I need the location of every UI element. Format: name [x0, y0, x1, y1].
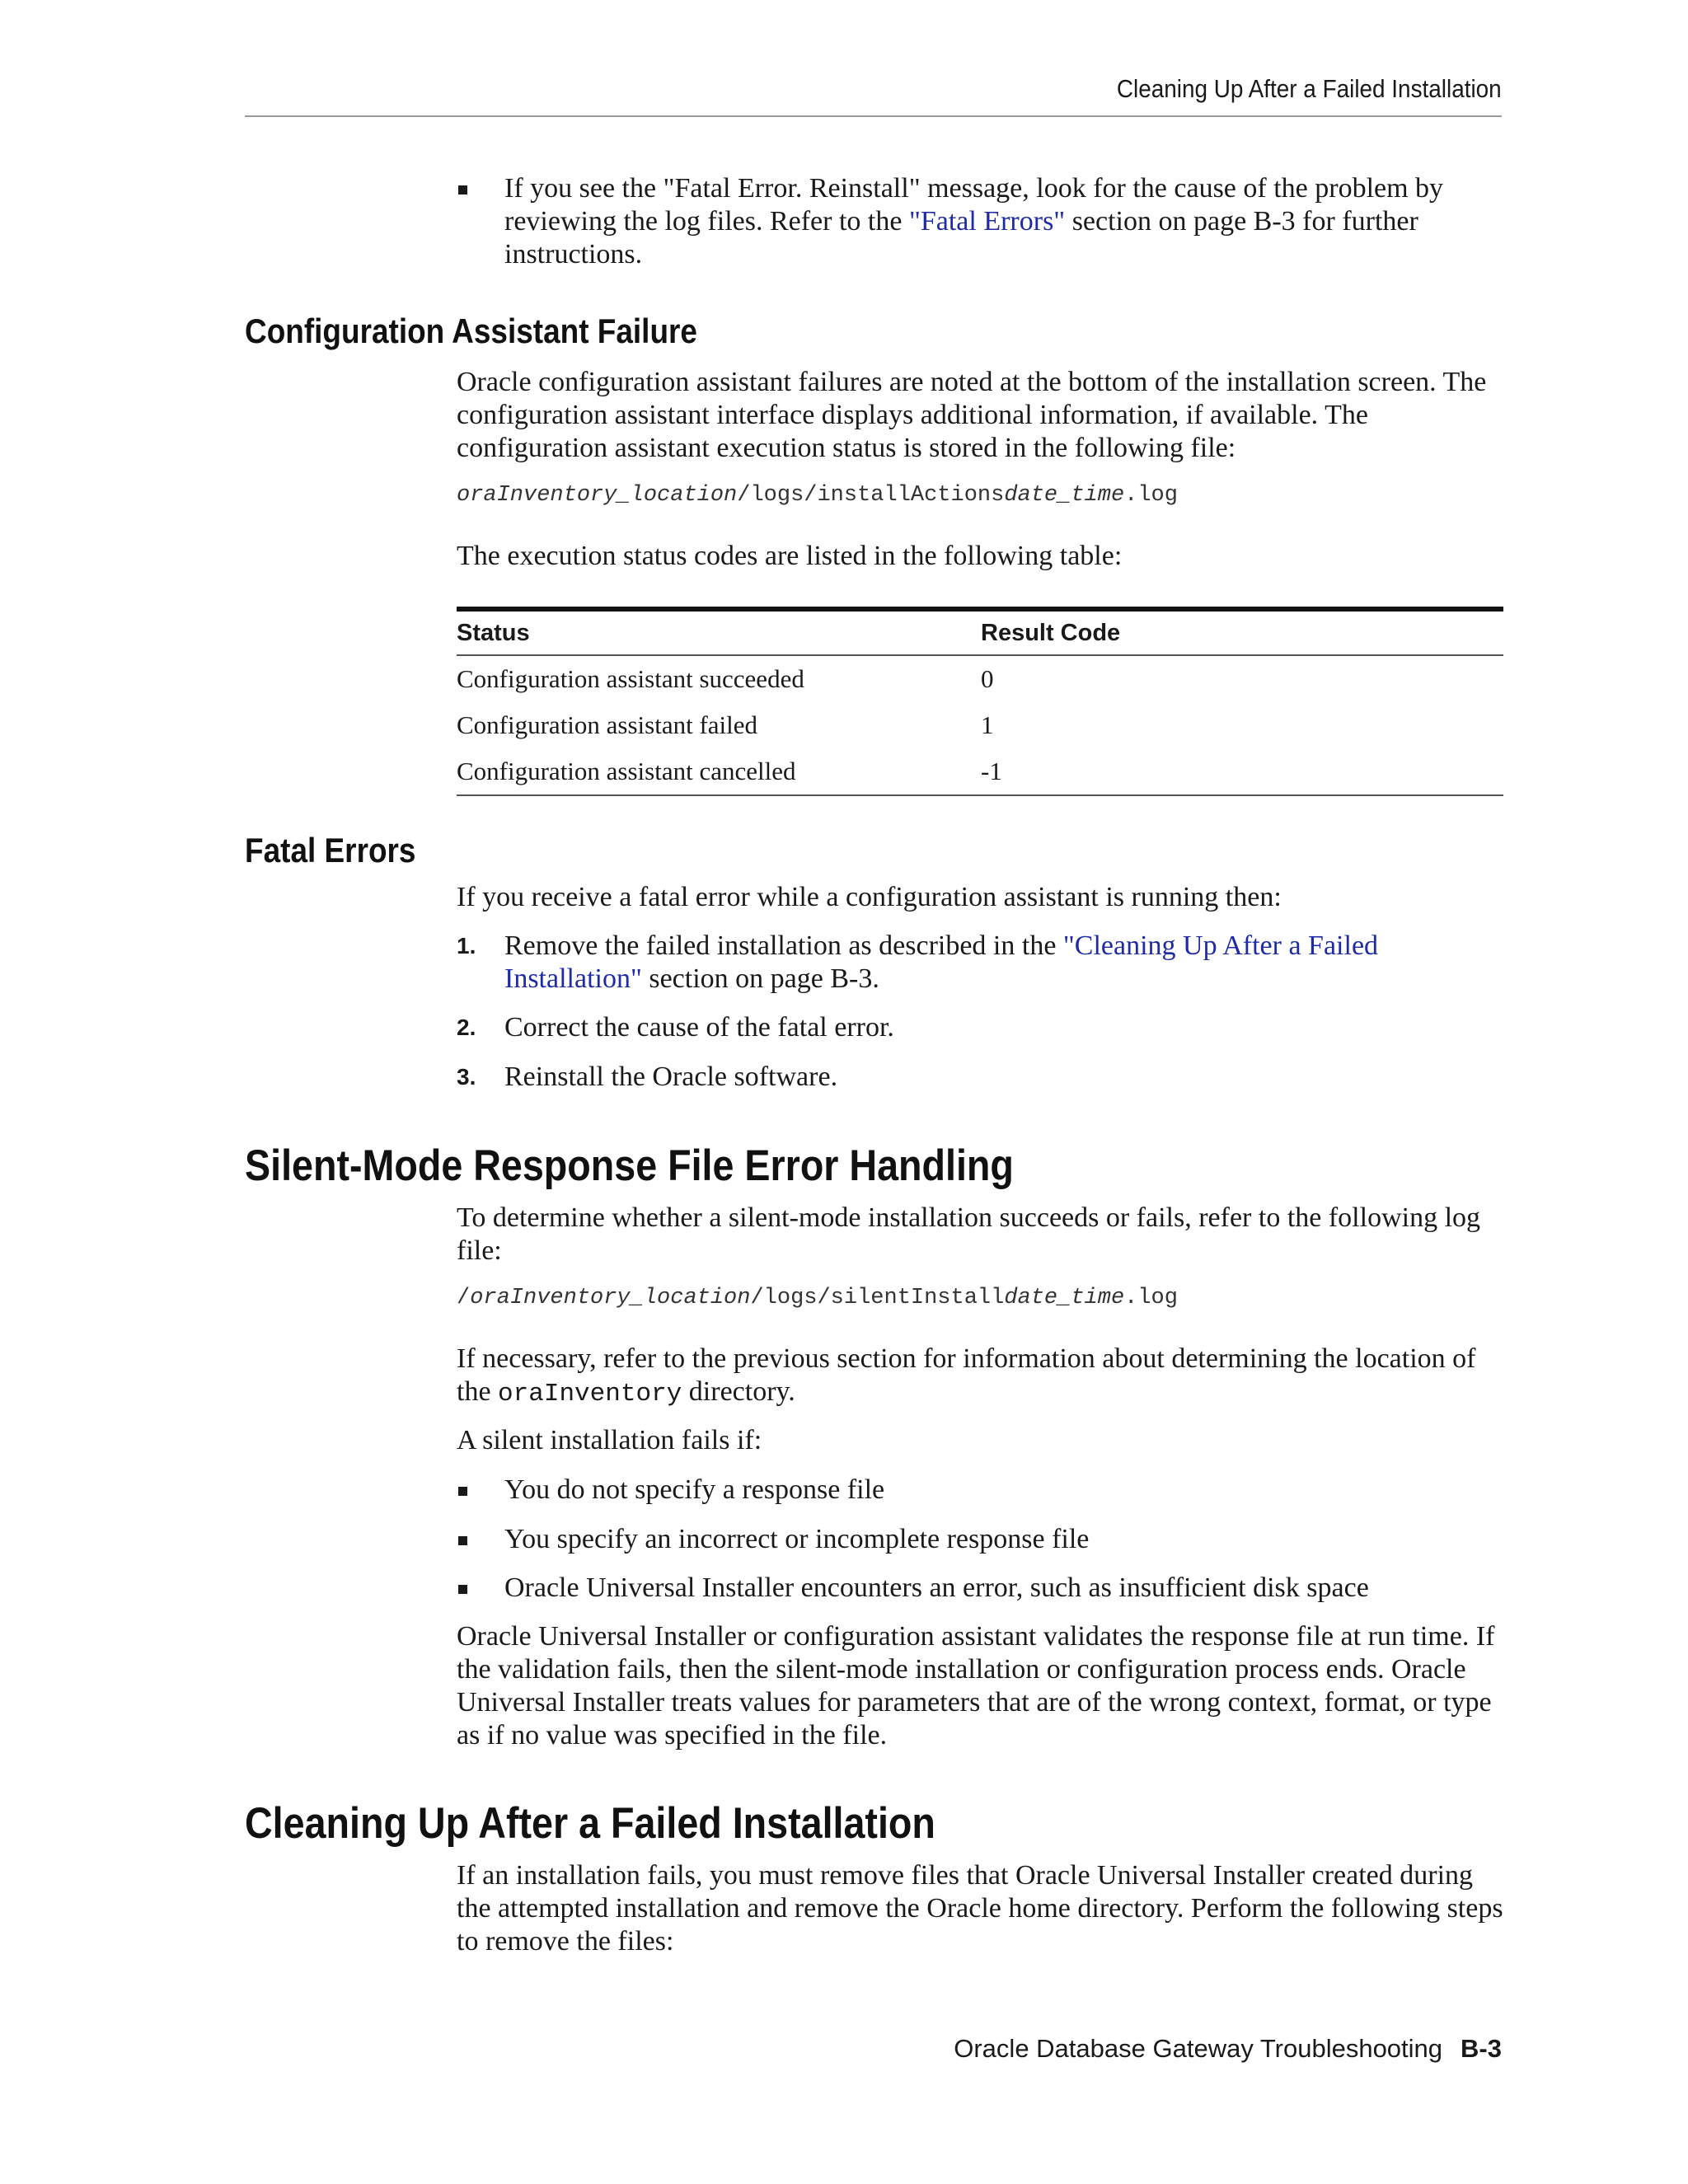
path-variable-inventory: oraInventory_location — [470, 1286, 751, 1310]
path-variable-datetime: date_time — [1004, 483, 1125, 508]
bullet-marker — [458, 1487, 467, 1496]
list-item: Oracle Universal Installer encounters an error, such as insufficient disk space — [504, 1572, 1369, 1603]
column-header-status: Status — [457, 609, 981, 655]
step-text: Reinstall the Oracle software. — [504, 1062, 838, 1092]
step-number: 2. — [457, 1015, 476, 1040]
step-number: 3. — [457, 1064, 476, 1090]
cleanup-paragraph: If an installation fails, you must remove files that Oracle Universal Installer created during the attempted installation and remove the Oracle home directory. Perform the following steps to remove the files: — [457, 1860, 1503, 1957]
path-extension: .log — [1124, 483, 1178, 508]
list-item: You specify an incorrect or incomplete response file — [504, 1524, 1090, 1554]
status-codes-table — [457, 607, 1503, 796]
table-cell-code: 0 — [981, 664, 994, 693]
list-item: You do not specify a response file — [504, 1474, 885, 1505]
silent-mode-paragraph: To determine whether a silent-mode installation succeeds or fails, refer to the following log file: — [457, 1202, 1481, 1266]
silent-failure-intro: A silent installation fails if: — [457, 1425, 762, 1455]
cleaning-up-link[interactable]: "Cleaning Up After a Failed Installation" — [504, 930, 1379, 994]
step-text — [504, 930, 1503, 996]
fatal-errors-intro: If you receive a fatal error while a configuration assistant is running then: — [457, 882, 1282, 912]
table-cell-status: Configuration assistant cancelled — [457, 748, 981, 795]
step-number: 1. — [457, 933, 476, 958]
table-cell-status: Configuration assistant succeeded — [457, 664, 804, 693]
table-row — [457, 702, 1503, 748]
config-failure-paragraph: Oracle configuration assistant failures are noted at the bottom of the installation screen. The configuration assistant interface displays additional information, if available. The configuration assistant execution status is stored in the following file: — [457, 367, 1487, 463]
paragraph-text: If necessary, refer to the previous section for information about determining the location of the — [457, 1343, 1476, 1407]
paragraph-text: directory. — [682, 1376, 795, 1407]
intro-bullet-pre: If you see the "Fatal Error. Reinstall" message, look for the cause of the problem by reviewing the log files. Refer to the — [504, 173, 1444, 237]
running-header — [245, 74, 1502, 117]
running-footer — [954, 2034, 1502, 2064]
path-variable-inventory: oraInventory_location — [457, 483, 738, 508]
intro-bullet-text — [504, 172, 1503, 271]
table-header-row — [457, 609, 1503, 655]
bullet-marker — [458, 1536, 467, 1545]
path-variable-datetime: date_time — [1004, 1286, 1125, 1310]
validation-paragraph: Oracle Universal Installer or configuration assistant validates the response file at run time. If the validation fails, then the silent-mode installation or configuration process ends. Oracle Universal Installer treats values for parameters that are of the wrong context, format, or type as if no value was specified in the file. — [457, 1621, 1495, 1750]
heading-silent-mode-error-handling: Silent-Mode Response File Error Handling — [245, 1141, 1014, 1190]
path-segment: /logs/silentInstall — [750, 1286, 1005, 1310]
step-text-pre: Remove the failed installation as described in the — [504, 930, 1063, 961]
heading-cleaning-up: Cleaning Up After a Failed Installation — [245, 1799, 935, 1848]
table-cell-code: 1 — [981, 710, 994, 739]
heading-fatal-errors: Fatal Errors — [245, 831, 416, 869]
inventory-location-paragraph — [457, 1343, 1503, 1411]
step-text-post: section on page B-3. — [641, 963, 879, 994]
path-extension: .log — [1124, 1286, 1178, 1310]
table-row — [457, 748, 1503, 795]
bullet-marker — [458, 185, 467, 194]
path-prefix: / — [457, 1286, 471, 1310]
silent-install-log-path — [457, 1284, 1178, 1312]
heading-configuration-assistant-failure: Configuration Assistant Failure — [245, 312, 697, 350]
fatal-errors-link[interactable]: "Fatal Errors" — [908, 206, 1066, 237]
bullet-marker — [458, 1585, 467, 1594]
table-cell-status: Configuration assistant failed — [457, 710, 758, 739]
footer-page-number: B-3 — [1461, 2034, 1502, 2063]
intro-bullet-post: section on page B-3 for further instructions. — [504, 206, 1418, 269]
install-actions-log-path — [457, 481, 1178, 509]
step-text: Correct the cause of the fatal error. — [504, 1012, 894, 1043]
inline-code: oraInventory — [498, 1380, 682, 1408]
table-row — [457, 655, 1503, 702]
path-segment: /logs/installActions — [737, 483, 1005, 508]
table-cell-code: -1 — [981, 748, 1503, 795]
table-intro: The execution status codes are listed in the following table: — [457, 541, 1123, 571]
running-header-title: Cleaning Up After a Failed Installation — [1117, 74, 1502, 103]
footer-book-title: Oracle Database Gateway Troubleshooting — [954, 2034, 1443, 2063]
column-header-result-code: Result Code — [981, 609, 1503, 655]
